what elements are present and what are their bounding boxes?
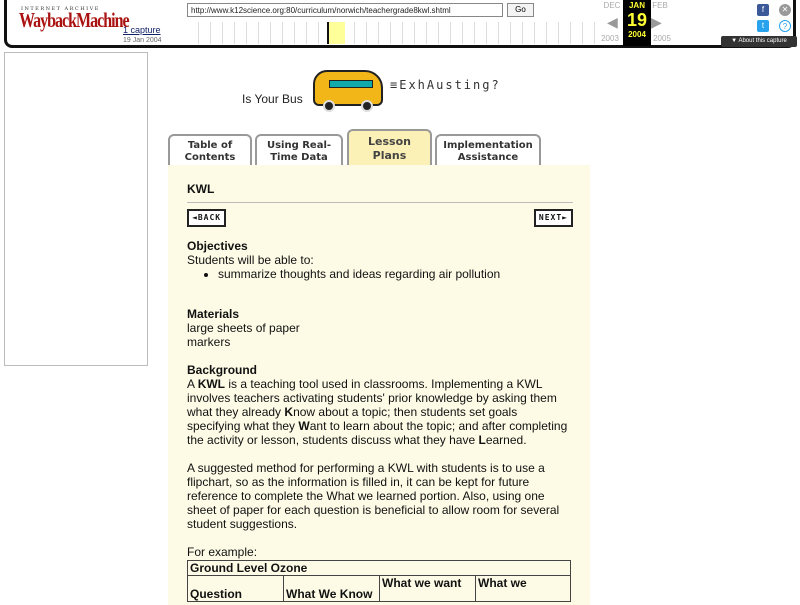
current-capture (623, 0, 651, 46)
table-header: What we (476, 576, 571, 602)
objectives-heading: Objectives (187, 239, 248, 253)
tab-implementation-assistance[interactable] (435, 134, 541, 166)
table-header: Question (188, 576, 284, 602)
cur-day: 19 (626, 10, 648, 30)
material-item: large sheets of paper (187, 321, 300, 335)
tab-lesson-plans[interactable] (347, 129, 432, 166)
objective-item: • summarize thoughts and ideas regarding air pollution (218, 267, 573, 281)
page-title: KWL (187, 182, 215, 196)
banner-exhausting: ≡ExhAusting? (390, 78, 501, 92)
tab-label: Time Data (270, 152, 328, 163)
go-button[interactable]: Go (507, 3, 534, 17)
material-item: markers (187, 335, 231, 349)
tab-label: Contents (184, 152, 236, 163)
tab-real-time-data[interactable] (255, 134, 343, 166)
capture-timeline[interactable] (187, 22, 597, 44)
back-button[interactable]: ◄BACK (187, 209, 226, 227)
tab-label: Implementation (443, 140, 533, 151)
kwl-table (187, 560, 571, 602)
divider (187, 202, 573, 203)
help-icon[interactable]: ? (779, 20, 791, 32)
table-header: What we want (380, 576, 476, 602)
close-icon[interactable]: ✕ (779, 4, 791, 16)
method-paragraph: A suggested method for performing a KWL with students is to use a flipchart, so as the information is filled in, it can be kept for future reference to complete the What we learned portion. Also, using one sheet of paper for each question is beneficial to allow room for several student suggestions. (187, 461, 560, 531)
prev-year[interactable]: 2003 (601, 34, 619, 43)
next-arrow-icon[interactable]: ▶ (651, 14, 662, 30)
tab-label: Lesson (368, 135, 411, 148)
lesson-content (187, 182, 573, 602)
prev-arrow-icon[interactable]: ◀ (607, 14, 618, 30)
cur-month: JAN (628, 1, 645, 10)
table-title: Ground Level Ozone (188, 561, 571, 576)
next-year[interactable]: 2005 (653, 34, 671, 43)
tab-table-of-contents[interactable] (168, 134, 252, 166)
banner-text: Is Your Bus (242, 92, 303, 106)
about-capture-button[interactable]: ▼ About this capture (721, 36, 797, 47)
school-bus-image (313, 70, 383, 106)
next-button[interactable]: NEXT► (534, 209, 573, 227)
tab-label: Assistance (457, 152, 519, 163)
captures-link[interactable]: 1 capture (123, 25, 161, 35)
next-month[interactable]: FEB (652, 1, 668, 10)
timeline-current-marker[interactable] (327, 22, 345, 44)
tab-label: Using Real- (266, 140, 332, 151)
objectives-intro: Students will be able to: (187, 253, 314, 267)
materials-heading: Materials (187, 307, 240, 321)
wayback-logo-top: INTERNET ARCHIVE (21, 6, 100, 12)
cur-year: 2004 (628, 30, 646, 39)
example-label: For example: (187, 545, 258, 559)
capture-date: 19 Jan 2004 (123, 37, 162, 44)
wayback-toolbar (4, 0, 796, 48)
wayback-logo[interactable]: WaybackMachine (19, 10, 129, 33)
prev-month[interactable]: DEC (603, 1, 621, 10)
tab-label: Plans (372, 149, 407, 162)
background-heading: Background (187, 363, 258, 377)
tab-label: Table of (187, 140, 233, 151)
facebook-icon[interactable]: f (757, 4, 769, 16)
table-header: What We Know (284, 576, 380, 602)
twitter-icon[interactable]: t (757, 20, 769, 32)
background-paragraph: A KWL is a teaching tool used in classrooms. Implementing a KWL involves teachers activating students' prior knowledge by asking them what they already Know about a topic; then students set goals specifying what they Want to learn about the topic; and after completing the activity or lesson, students discuss what they have Learned. (187, 377, 568, 447)
url-input[interactable] (187, 3, 503, 17)
left-frame (4, 52, 148, 366)
